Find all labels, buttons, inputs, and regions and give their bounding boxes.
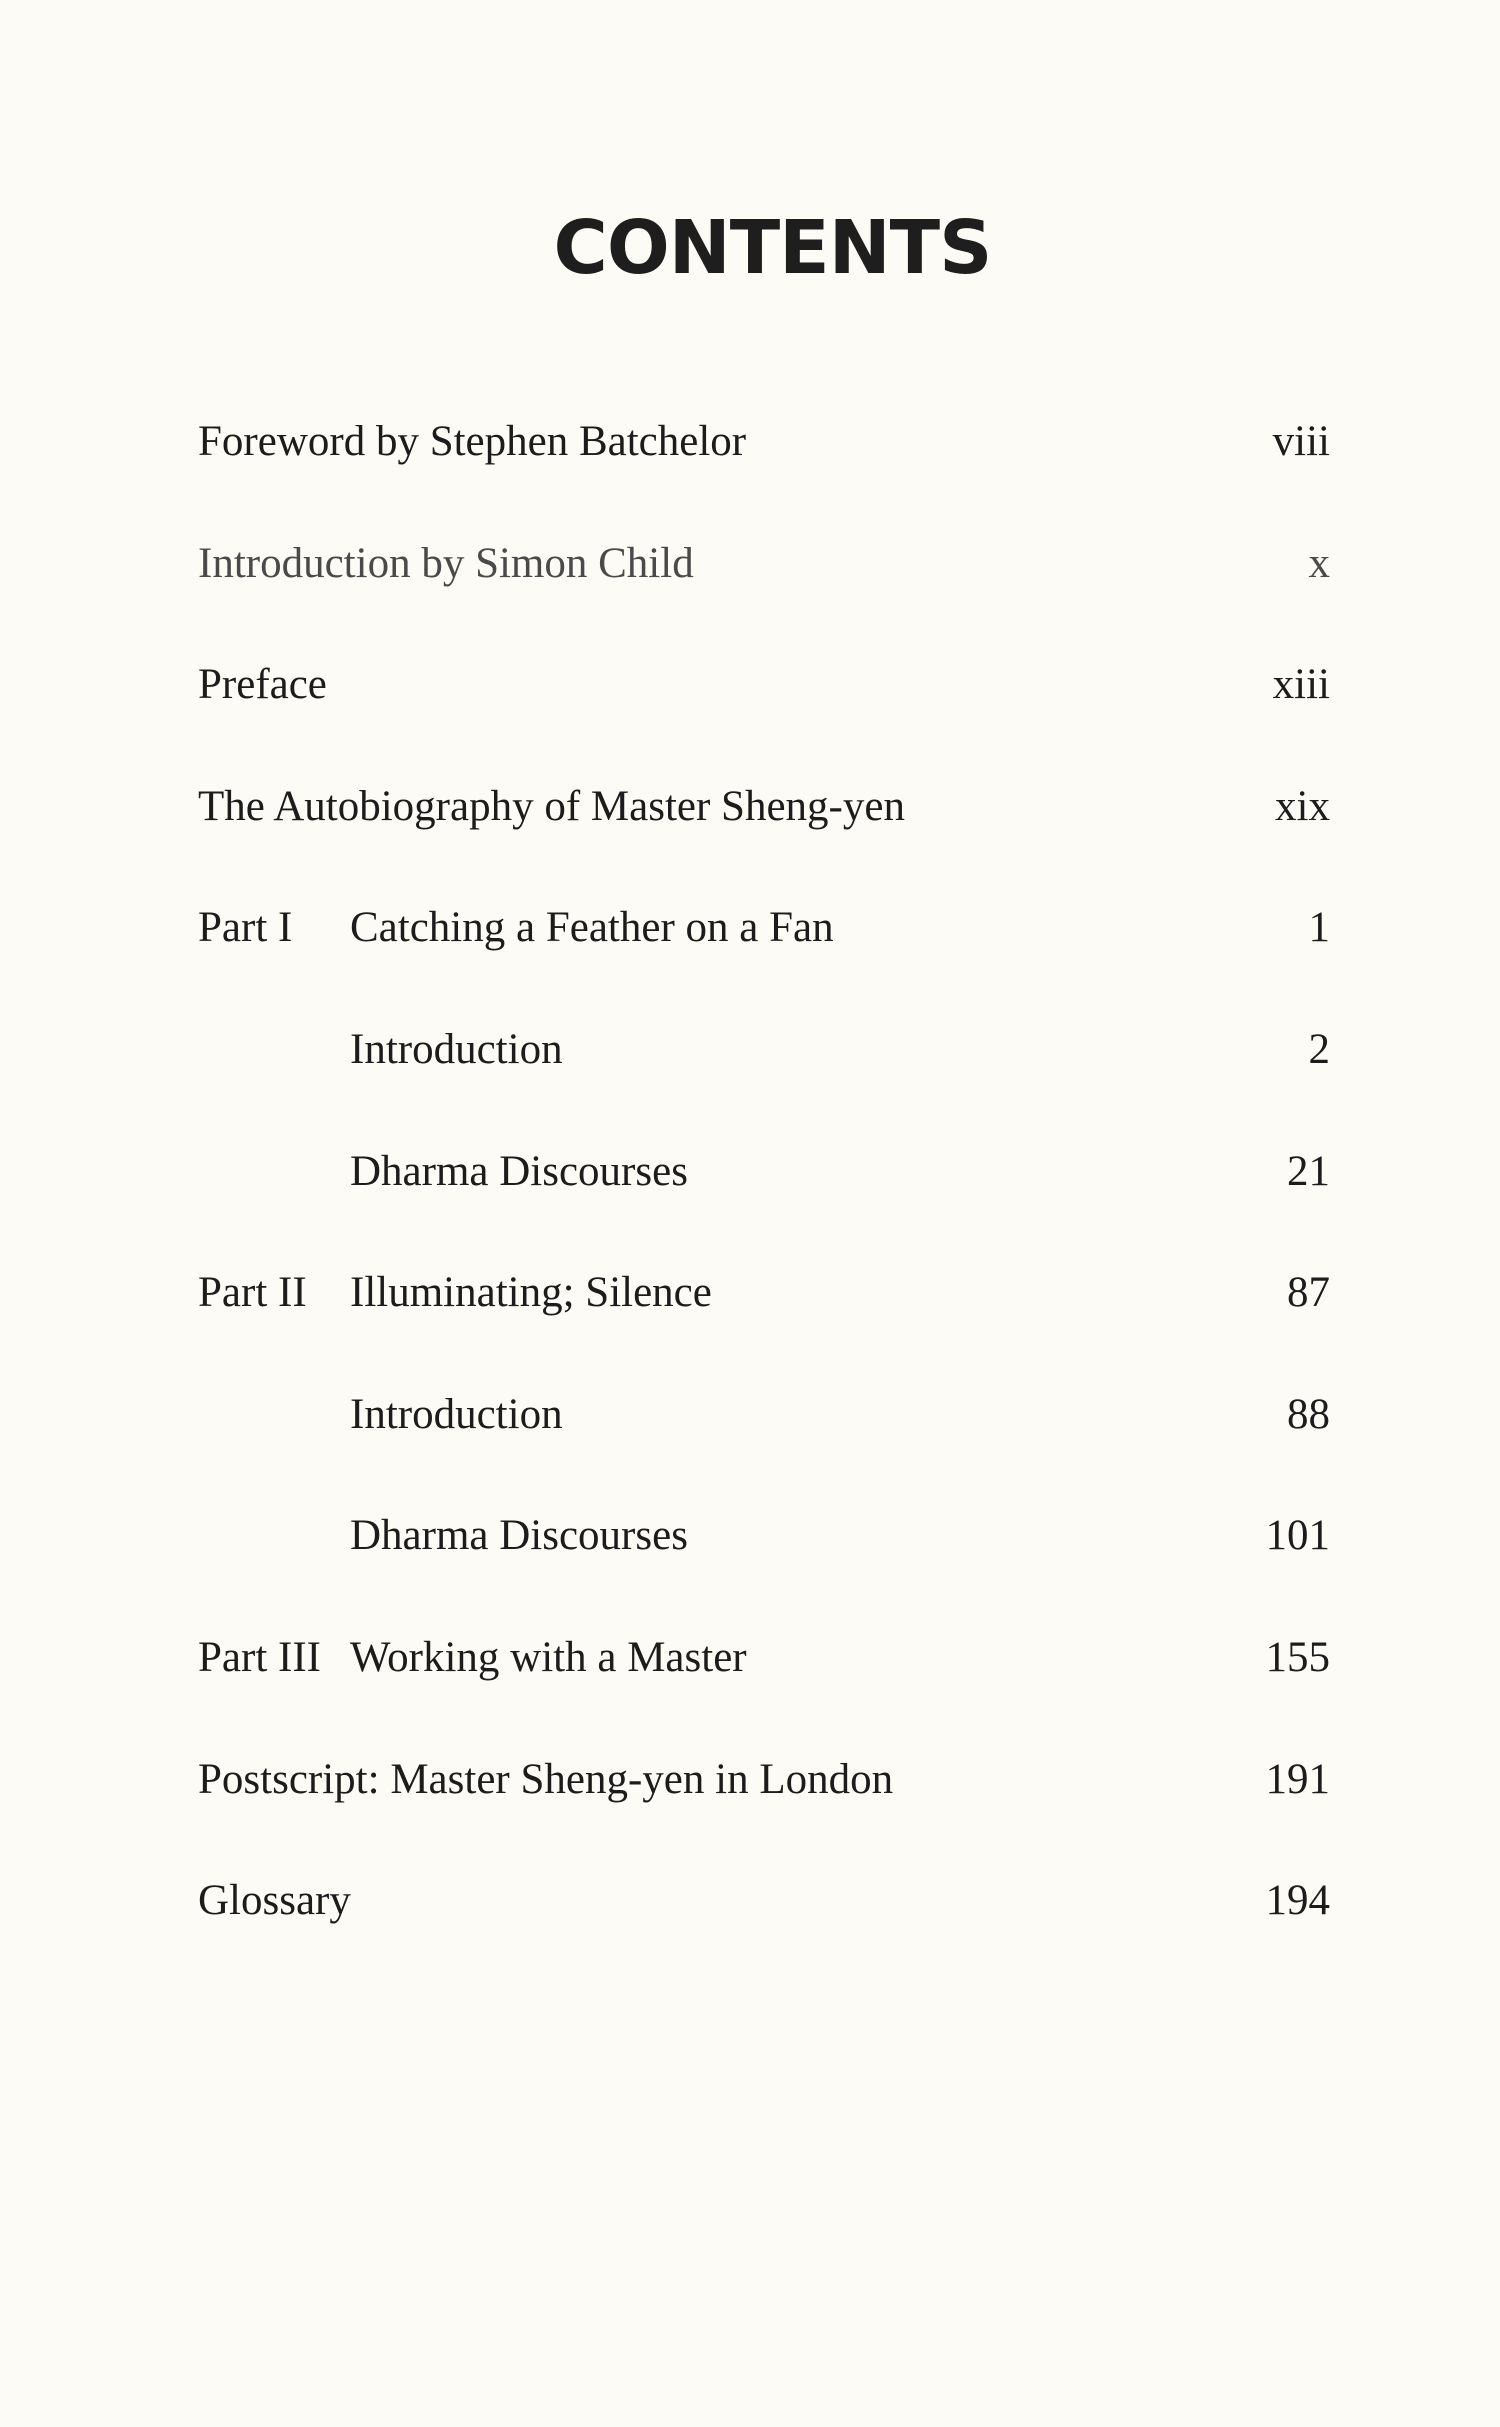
toc-entry-part-two-introduction[interactable] [198,1390,1330,1512]
toc-entry-label: Foreword by Stephen Batchelor [198,418,747,465]
toc-entry-page-number: x [1308,539,1330,587]
toc-entry-label: Introduction [350,1025,563,1073]
toc-part-label: Part III [198,1633,321,1681]
toc-part-label [198,1025,350,1074]
toc-part-label [198,1511,350,1560]
toc-entry-label: Working with a Master [350,1633,747,1681]
toc-entry-page-number: 101 [1265,1512,1330,1560]
toc-part-label [198,1147,350,1196]
toc-entry-part-one-dharma-discourses[interactable] [198,1147,1330,1269]
toc-entry-page-number: 87 [1287,1269,1330,1317]
toc-entry-label: Illuminating; Silence [350,1269,712,1317]
toc-entry-autobiography[interactable] [198,782,1330,904]
table-of-contents [198,417,1330,1998]
toc-entry-label: The Autobiography of Master Sheng-yen [198,782,905,830]
toc-entry-page-number: 194 [1265,1877,1330,1925]
toc-entry-label: Dharma Discourses [350,1147,688,1195]
toc-entry-page-number: 155 [1265,1633,1330,1681]
toc-entry-foreword[interactable] [198,417,1330,539]
toc-entry-page-number: xix [1275,782,1330,830]
toc-entry-label: Preface [198,661,327,709]
toc-entry-label: Catching a Feather on a Fan [350,904,834,952]
toc-entry-postscript[interactable] [198,1755,1330,1877]
toc-entry-part-two[interactable] [198,1268,1330,1390]
toc-part-label: Part I [198,904,293,952]
toc-entry-part-two-dharma-discourses[interactable] [198,1511,1330,1633]
toc-entry-page-number: 88 [1287,1390,1330,1438]
toc-entry-label: Introduction by Simon Child [198,539,694,587]
toc-entry-preface[interactable] [198,660,1330,782]
toc-entry-introduction[interactable] [198,539,1330,661]
toc-entry-label: Introduction [350,1390,563,1438]
toc-entry-label: Glossary [198,1877,351,1925]
page-title: CONTENTS [553,205,992,291]
toc-entry-part-three[interactable] [198,1633,1330,1755]
toc-entry-page-number: 2 [1308,1025,1330,1073]
toc-entry-page-number: viii [1272,418,1330,465]
toc-entry-label: Dharma Discourses [350,1512,688,1560]
toc-entry-label: Postscript: Master Sheng-yen in London [198,1755,894,1803]
toc-entry-page-number: xiii [1272,661,1330,709]
toc-entry-part-one[interactable] [198,903,1330,1025]
toc-entry-glossary[interactable] [198,1876,1330,1998]
toc-entry-page-number: 21 [1287,1147,1330,1195]
toc-entry-part-one-introduction[interactable] [198,1025,1330,1147]
toc-entry-page-number: 1 [1308,904,1330,952]
toc-part-label [198,1390,350,1439]
toc-entry-page-number: 191 [1265,1755,1330,1803]
toc-part-label: Part II [198,1269,307,1317]
